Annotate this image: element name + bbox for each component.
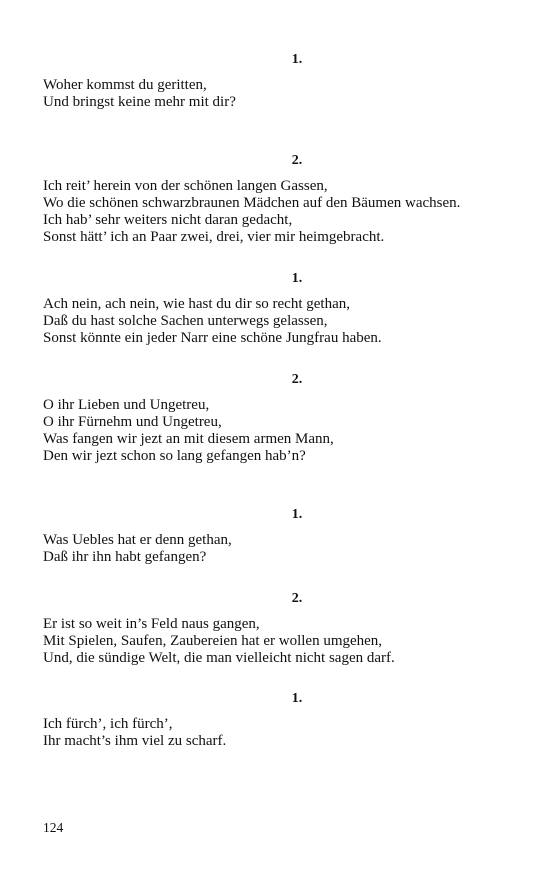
verse-lines [43,296,513,347]
verse-line: Was Uebles hat er denn gethan, [43,532,232,548]
verse-line: Was fangen wir jezt an mit diesem armen Mann, [43,431,334,447]
verse-lines [43,616,513,667]
verse-line: Er ist so weit in’s Feld naus gangen, [43,616,260,632]
page-number: 124 [43,820,64,835]
speaker-number: 1. [291,271,303,286]
verse-line: Mit Spielen, Saufen, Zaubereien hat er wollen umgehen, [43,633,383,649]
verse-line: O ihr Fürnehm und Ungetreu, [43,414,222,430]
verse-lines [43,397,513,465]
verse-line: Sonst hätt’ ich an Paar zwei, drei, vier mir heimgebracht. [43,229,385,245]
speaker-number: 2. [291,591,303,606]
verse-line: Ich reit’ herein von der schönen langen Gassen, [43,178,328,194]
verse-line: Wo die schönen schwarzbraunen Mädchen auf den Bäumen wachsen. [43,195,461,211]
speaker-number: 1. [291,52,303,67]
verse-line: Ich fürch’, ich fürch’, [43,716,173,732]
verse-lines [43,77,513,111]
verse-line: Daß ihr ihn habt gefangen? [43,549,207,565]
verse-line: Und, die sündige Welt, die man vielleicht nicht sagen darf. [43,650,395,666]
verse-line: Ihr macht’s ihm viel zu scharf. [43,733,227,749]
speaker-number: 1. [291,691,303,706]
verse-lines [43,178,513,246]
speaker-number: 2. [291,372,303,387]
verse-line: Ach nein, ach nein, wie hast du dir so recht gethan, [43,296,350,312]
verse-line: Sonst könnte ein jeder Narr eine schöne Jungfrau haben. [43,330,382,346]
speaker-number: 1. [291,507,303,522]
verse-lines [43,716,513,750]
verse-line: Ich hab’ sehr weiters nicht daran gedacht, [43,212,293,228]
verse-line: Daß du hast solche Sachen unterwegs gelassen, [43,313,328,329]
speaker-number: 2. [291,153,303,168]
verse-lines [43,532,513,566]
verse-line: Und bringst keine mehr mit dir? [43,94,236,110]
verse-line: O ihr Lieben und Ungetreu, [43,397,210,413]
verse-line: Den wir jezt schon so lang gefangen hab’n? [43,448,306,464]
verse-line: Woher kommst du geritten, [43,77,207,93]
